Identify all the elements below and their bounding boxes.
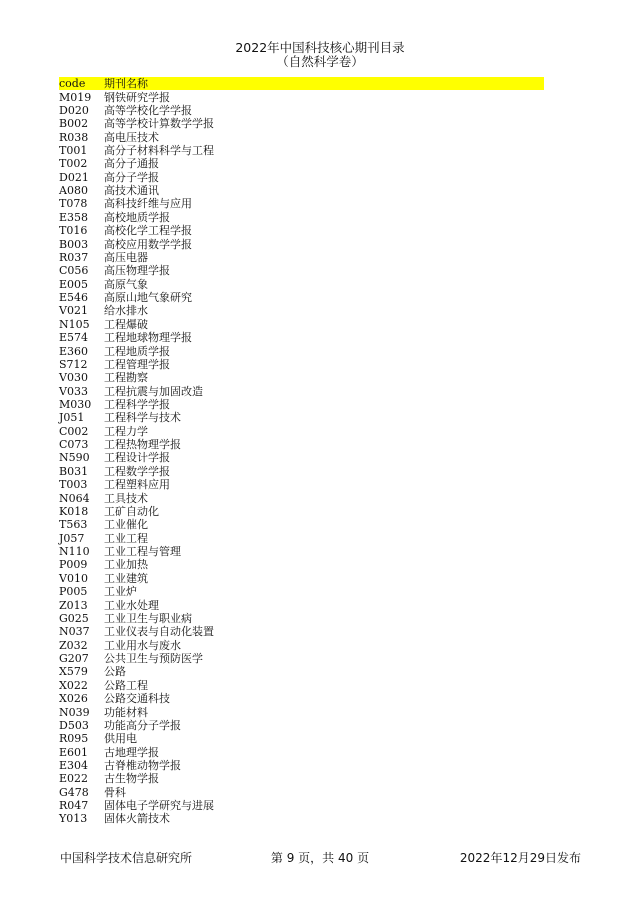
journal-code: V033 <box>59 384 88 398</box>
journal-code: M019 <box>59 90 92 104</box>
journal-name: 高等学校化学学报 <box>104 103 192 117</box>
journal-code: E601 <box>59 745 89 759</box>
journal-name: 功能高分子学报 <box>104 718 181 732</box>
journal-code: E005 <box>59 277 89 291</box>
journal-name: 高校地质学报 <box>104 210 170 224</box>
journal-code: Z032 <box>59 638 88 652</box>
journal-name: 工程科学与技术 <box>104 411 181 425</box>
journal-code: T003 <box>59 478 88 492</box>
journal-name: 工业仪表与自动化装置 <box>104 625 214 639</box>
journal-name: 古生物学报 <box>104 772 159 786</box>
journal-name: 高压物理学报 <box>104 264 170 278</box>
journal-name: 工业加热 <box>104 558 148 572</box>
journal-code: T001 <box>59 143 88 157</box>
journal-code: J051 <box>59 411 85 425</box>
journal-name: 工业卫生与职业病 <box>104 611 192 625</box>
journal-name: 骨科 <box>104 785 126 799</box>
journal-name: 工业催化 <box>104 518 148 532</box>
journal-code: E546 <box>59 291 89 305</box>
journal-code: P009 <box>59 558 88 572</box>
journal-name: 给水排水 <box>104 304 148 318</box>
journal-name: 工程塑料应用 <box>104 478 170 492</box>
header-name: 期刊名称 <box>104 77 148 90</box>
journal-code: T016 <box>59 224 88 238</box>
journal-name: 高等学校计算数学学报 <box>104 117 214 131</box>
journal-code: S712 <box>59 357 88 371</box>
journal-code: N105 <box>59 317 90 331</box>
journal-name: 工业建筑 <box>104 571 148 585</box>
journal-code: T002 <box>59 157 88 171</box>
journal-code: V010 <box>59 571 88 585</box>
journal-name: 工程管理学报 <box>104 357 170 371</box>
footer-institution: 中国科学技术信息研究所 <box>60 851 193 865</box>
journal-name: 工业工程 <box>104 531 148 545</box>
journal-code: A080 <box>59 184 88 198</box>
journal-name: 高技术通讯 <box>104 184 159 198</box>
journal-code: N039 <box>59 705 90 719</box>
journal-code: R038 <box>59 130 89 144</box>
table-header <box>59 77 544 90</box>
journal-name: 高分子学报 <box>104 170 159 184</box>
journal-name: 固体火箭技术 <box>104 812 170 826</box>
journal-name: 工程科学学报 <box>104 398 170 411</box>
journal-name: 高压电器 <box>104 250 148 264</box>
journal-code: R047 <box>59 799 89 813</box>
journal-code: R037 <box>59 250 89 264</box>
journal-code: D503 <box>59 718 89 732</box>
journal-code: C002 <box>59 424 89 438</box>
journal-code: X579 <box>59 665 88 679</box>
journal-name: 高分子材料科学与工程 <box>104 143 214 157</box>
journal-name: 公路工程 <box>104 678 148 692</box>
journal-code: K018 <box>59 504 89 518</box>
journal-name: 工程热物理学报 <box>104 438 181 452</box>
journal-name: 工业炉 <box>104 585 137 599</box>
journal-code: G207 <box>59 652 89 666</box>
journal-name: 古脊椎动物学报 <box>104 759 181 772</box>
journal-code: D021 <box>59 170 89 184</box>
journal-name: 工程勘察 <box>104 371 148 385</box>
journal-name: 高原山地气象研究 <box>104 291 192 305</box>
journal-code: X022 <box>59 678 88 692</box>
journal-name: 供用电 <box>104 732 137 746</box>
journal-code: T078 <box>59 197 88 211</box>
page-title: 2022年中国科技核心期刊目录 <box>235 40 405 55</box>
journal-name: 工程地质学报 <box>104 344 170 358</box>
journal-name: 工程爆破 <box>104 317 148 331</box>
journal-code: Y013 <box>59 812 88 826</box>
journal-name: 工具技术 <box>104 491 148 505</box>
journal-code: N064 <box>59 491 90 505</box>
journal-code: E304 <box>59 759 89 772</box>
journal-name: 工业用水与废水 <box>104 638 181 652</box>
journal-code: G025 <box>59 611 89 625</box>
journal-code: B003 <box>59 237 89 251</box>
journal-name: 工业工程与管理 <box>104 545 181 559</box>
journal-name: 工程力学 <box>104 424 148 438</box>
journal-name: 公路交通科技 <box>104 692 170 706</box>
journal-code: G478 <box>59 785 89 799</box>
footer-page-number: 第 9 页，共 40 页 <box>270 851 370 865</box>
journal-code: E358 <box>59 210 89 224</box>
journal-code: N110 <box>59 545 90 559</box>
journal-code: R095 <box>59 732 89 746</box>
journal-name: 高分子通报 <box>104 157 159 171</box>
journal-name: 高电压技术 <box>104 130 159 144</box>
journal-code: N590 <box>59 451 90 465</box>
journal-code: D020 <box>59 103 89 117</box>
journal-code: B031 <box>59 464 89 478</box>
journal-code: E022 <box>59 772 89 786</box>
page-subtitle: （自然科学卷） <box>276 54 364 69</box>
journal-name: 公路 <box>104 665 126 679</box>
journal-name: 工程地球物理学报 <box>104 331 192 345</box>
journal-code: E360 <box>59 344 89 358</box>
journal-name: 工业水处理 <box>104 598 159 612</box>
footer-date: 2022年12月29日发布 <box>459 851 581 865</box>
journal-code: J057 <box>59 531 85 545</box>
journal-name: 高校化学工程学报 <box>104 224 192 238</box>
journal-code: T563 <box>59 518 88 532</box>
header-code: code <box>59 77 86 90</box>
journal-code: X026 <box>59 692 88 706</box>
journal-name: 工程抗震与加固改造 <box>104 384 203 398</box>
journal-code: V021 <box>59 304 88 318</box>
journal-code: B002 <box>59 117 89 131</box>
journal-name: 工程设计学报 <box>104 451 170 465</box>
journal-name: 高校应用数学学报 <box>104 237 192 251</box>
journal-name: 工矿自动化 <box>104 504 159 518</box>
journal-code: C073 <box>59 438 89 452</box>
journal-name: 高原气象 <box>104 277 148 291</box>
journal-code: P005 <box>59 585 88 599</box>
journal-name: 古地理学报 <box>104 745 159 759</box>
journal-name: 功能材料 <box>104 705 148 719</box>
journal-name: 公共卫生与预防医学 <box>104 652 203 666</box>
journal-name: 工程数学学报 <box>104 464 170 478</box>
journal-code: N037 <box>59 625 90 639</box>
journal-code: M030 <box>59 398 92 411</box>
journal-name: 高科技纤维与应用 <box>104 197 192 211</box>
journal-name: 钢铁研究学报 <box>104 90 170 104</box>
journal-code: Z013 <box>59 598 88 612</box>
journal-name: 固体电子学研究与进展 <box>104 799 214 813</box>
journal-code: V030 <box>59 371 88 385</box>
journal-code: E574 <box>59 331 89 345</box>
journal-code: C056 <box>59 264 89 278</box>
